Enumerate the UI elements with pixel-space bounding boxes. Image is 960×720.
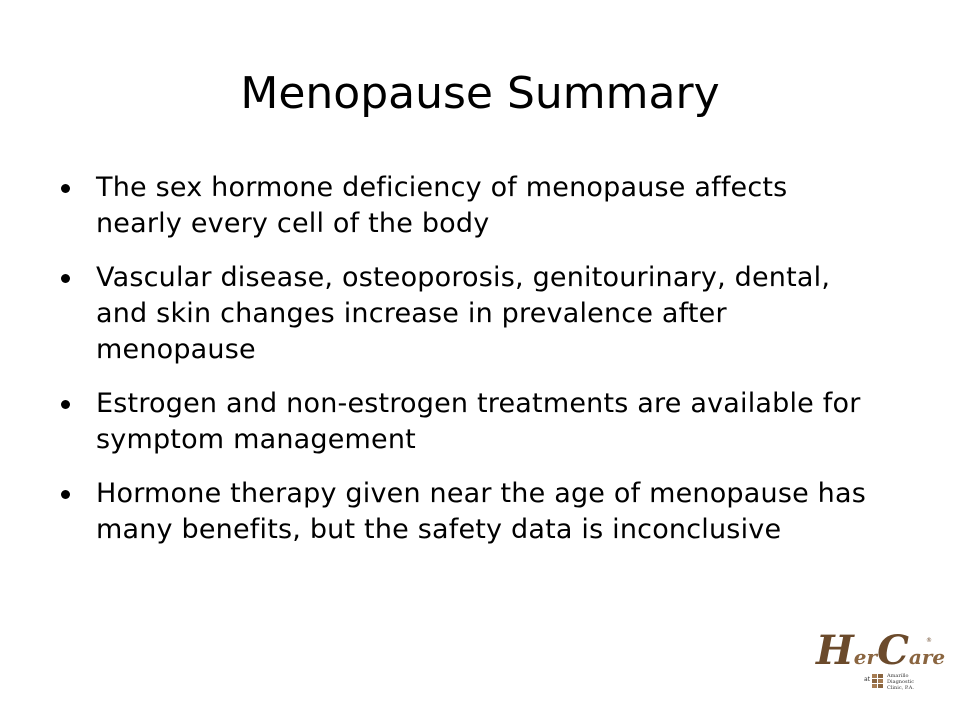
bullet-dot-icon [61,490,70,499]
bullet-text: Hormone therapy given near the age of menopause has many benefits, but the safety data is inconclusive [96,478,867,545]
bullet-item [60,170,880,242]
logo-text-are: are [908,645,946,669]
registered-mark-icon: ® [926,637,932,644]
logo-letter-c: C [877,627,909,674]
bullet-item [60,386,880,458]
bullet-text: Vascular disease, osteoporosis, genitourinary, dental, and skin changes increase in prevalence after menopause [96,262,831,365]
logo-wordmark [816,627,946,674]
bullet-text: The sex hormone deficiency of menopause affects nearly every cell of the body [96,172,788,239]
bullet-dot-icon [61,184,70,193]
bullet-item [60,260,880,368]
slide-title: Menopause Summary [240,68,720,119]
bullet-list [60,170,880,566]
logo-at: at [864,676,871,683]
logo-clinic-block [864,672,934,692]
logo-clinic-name: Amarillo Diagnostic Clinic, P.A. [887,673,914,691]
bullet-text: Estrogen and non-estrogen treatments are available for symptom management [96,388,861,455]
bullet-dot-icon [61,274,70,283]
bullet-dot-icon [61,400,70,409]
logo-letter-h: H [816,627,854,674]
hercare-logo [816,627,946,692]
logo-text-er: er [853,645,878,669]
bullet-item [60,476,880,548]
building-icon [872,674,884,688]
